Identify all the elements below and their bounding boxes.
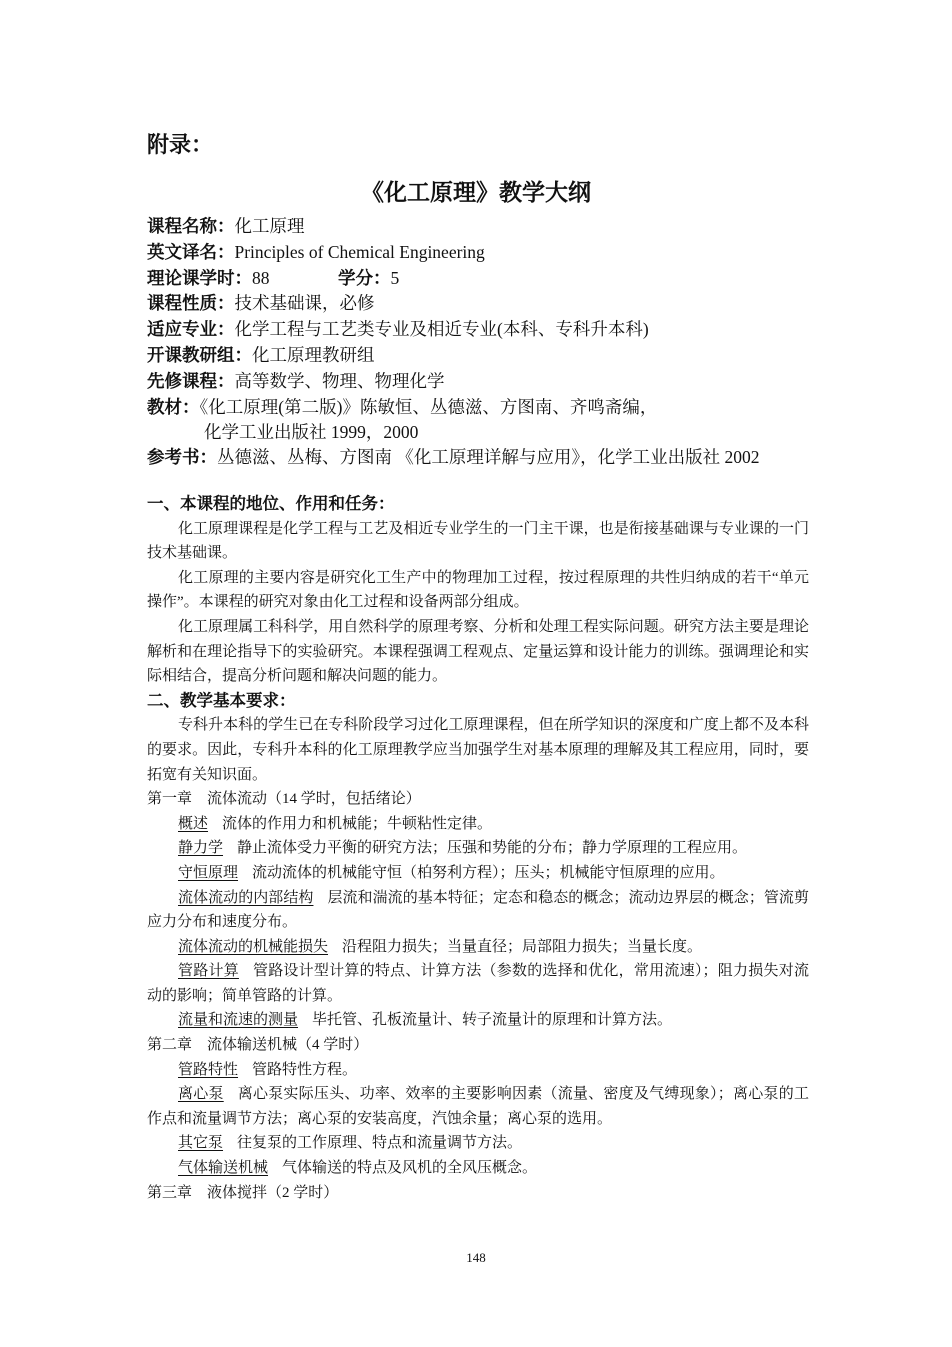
- chapter-item-topic: 管路计算: [178, 963, 239, 980]
- chapter-item-text: 往复泵的工作原理、特点和流量调节方法。: [237, 1135, 523, 1152]
- group-key: 开课教研组：: [147, 345, 252, 366]
- chapter-item: [147, 1058, 809, 1083]
- chapter-item: [147, 959, 809, 1008]
- reference-value: 丛德滋、丛梅、方图南 《化工原理详解与应用》，化学工业出版社 2002: [217, 447, 760, 468]
- paragraph: 化工原理属工科科学，用自然科学的原理考察、分析和处理工程实际问题。研究方法主要是理论解析和在理论指导下的实验研究。本课程强调工程观点、定量运算和设计能力的训练。强调理论和实际相结合，提高分析问题和解决问题的能力。: [147, 618, 809, 685]
- chapter-item-topic: 守恒原理: [178, 864, 239, 881]
- chapter-item-topic: 其它泵: [178, 1135, 224, 1152]
- chapter-item: [147, 861, 809, 886]
- textbook-row: [147, 395, 827, 421]
- chapter-item-topic: 静力学: [178, 840, 224, 857]
- paragraph: 专科升本科的学生已在专科阶段学习过化工原理课程，但在所学知识的深度和广度上都不及本科的要求。因此，专科升本科的化工原理教学应当加强学生对基本原理的理解及其工程应用，同时，要拓宽有关知识面。: [147, 717, 809, 783]
- chapter-item: [147, 1131, 809, 1156]
- section-heading-1: 一、本课程的地位、作用和任务：: [147, 494, 395, 513]
- chapter-item-text: 流体的作用力和机械能；牛顿粘性定律。: [222, 815, 493, 832]
- nature-row: [147, 291, 827, 317]
- chapter-item: [147, 1082, 809, 1131]
- hours-value: 88: [252, 267, 270, 288]
- nature-key: 课程性质：: [147, 294, 235, 315]
- major-value: 化学工程与工艺类专业及相近专业(本科、专科升本科): [234, 319, 649, 340]
- course-name-value: 化工原理: [234, 216, 305, 236]
- chapter-title: 第二章 流体输送机械（4 学时）: [147, 1037, 369, 1054]
- page-number: 148: [466, 1250, 486, 1265]
- chapter-item-text: 管路特性方程。: [252, 1061, 358, 1078]
- group-row: [147, 343, 827, 369]
- prereq-value: 高等数学、物理、物理化学: [234, 370, 445, 391]
- course-name-key: 课程名称：: [147, 217, 235, 237]
- chapter-item: [147, 886, 809, 935]
- syllabus-body: [147, 492, 809, 1205]
- section-heading-2: 二、教学基本要求：: [147, 690, 296, 710]
- chapter-item-text: 层流和湍流的基本特征；定态和稳态的概念；流动边界层的概念；管流剪应力分布和速度分布。: [147, 889, 809, 931]
- chapter-item: [147, 935, 809, 960]
- textbook-key: 教材：: [147, 397, 200, 418]
- chapter-item: [147, 836, 809, 861]
- group-value: 化工原理教研组: [252, 344, 375, 365]
- chapter-item-topic: 概述: [178, 815, 209, 832]
- chapter-item-text: 沿程阻力损失；当量直径；局部阻力损失；当量长度。: [342, 938, 703, 955]
- prereq-key: 先修课程：: [147, 371, 235, 392]
- chapter-title: 第三章 液体搅拌（2 学时）: [147, 1184, 339, 1201]
- reference-key: 参考书：: [147, 448, 217, 469]
- chapter-item-text: 离心泵实际压头、功率、效率的主要影响因素（流量、密度及气缚现象）；离心泵的工作点和流量调节方法；离心泵的安装高度，汽蚀余量；离心泵的选用。: [147, 1086, 809, 1127]
- chapter-item-text: 毕托管、孔板流量计、转子流量计的原理和计算方法。: [312, 1012, 673, 1029]
- chapter-item-text: 流动流体的机械能守恒（柏努利方程）；压头；机械能守恒原理的应用。: [252, 864, 725, 881]
- chapter-item: [147, 1156, 809, 1181]
- chapter-item-topic: 离心泵: [178, 1086, 224, 1103]
- chapter-item-text: 气体输送的特点及风机的全风压概念。: [282, 1160, 538, 1177]
- paragraph: 化工原理的主要内容是研究化工生产中的物理加工过程，按过程原理的共性归纳成的若干“单元操作”。本课程的研究对象由化工过程和设备两部分组成。: [147, 569, 809, 611]
- hours-key: 理论课学时：: [147, 268, 252, 289]
- course-name-row: [147, 214, 827, 240]
- english-name-value: Principles of Chemical Engineering: [234, 241, 485, 262]
- credit-key: 学分：: [338, 268, 391, 289]
- hours-row: [147, 266, 827, 292]
- chapter-title: 第一章 流体流动（14 学时，包括绪论）: [147, 791, 421, 808]
- textbook-value: 《化工原理(第二版)》陈敏恒、丛德滋、方图南、齐鸣斋编，: [199, 396, 658, 417]
- english-name-row: [147, 240, 827, 266]
- textbook-publisher: 化学工业出版社 1999，2000: [204, 422, 419, 443]
- english-name-key: 英文译名：: [147, 242, 235, 263]
- textbook-row-continued: [147, 420, 827, 445]
- appendix-label: 附录：: [147, 133, 214, 158]
- chapter-item: [147, 812, 809, 837]
- major-key: 适应专业：: [147, 320, 235, 341]
- reference-row: [147, 445, 827, 471]
- chapter-item-topic: 流量和流速的测量: [178, 1012, 299, 1029]
- paragraph: 化工原理课程是化学工程与工艺及相近专业学生的一门主干课，也是衔接基础课与专业课的一门技术基础课。: [147, 520, 809, 562]
- chapter-item-topic: 流体流动的内部结构: [178, 889, 314, 906]
- chapter-item-topic: 管路特性: [178, 1061, 239, 1078]
- course-info: [147, 214, 827, 471]
- page-title: 《化工原理》教学大纲: [361, 180, 591, 206]
- chapter-item-topic: 流体流动的机械能损失: [178, 938, 329, 955]
- chapter-item-text: 静止流体受力平衡的研究方法；压强和势能的分布；静力学原理的工程应用。: [237, 840, 748, 857]
- nature-value: 技术基础课，必修: [234, 293, 375, 314]
- prereq-row: [147, 369, 827, 395]
- chapter-item-text: 管路设计型计算的特点、计算方法（参数的选择和优化，常用流速）；阻力损失对流动的影响；简单管路的计算。: [147, 963, 809, 1004]
- credit-value: 5: [390, 267, 400, 288]
- major-row: [147, 317, 827, 343]
- chapter-list: [147, 787, 809, 1205]
- chapter-item-topic: 气体输送机械: [178, 1160, 269, 1177]
- chapter-item: [147, 1008, 809, 1033]
